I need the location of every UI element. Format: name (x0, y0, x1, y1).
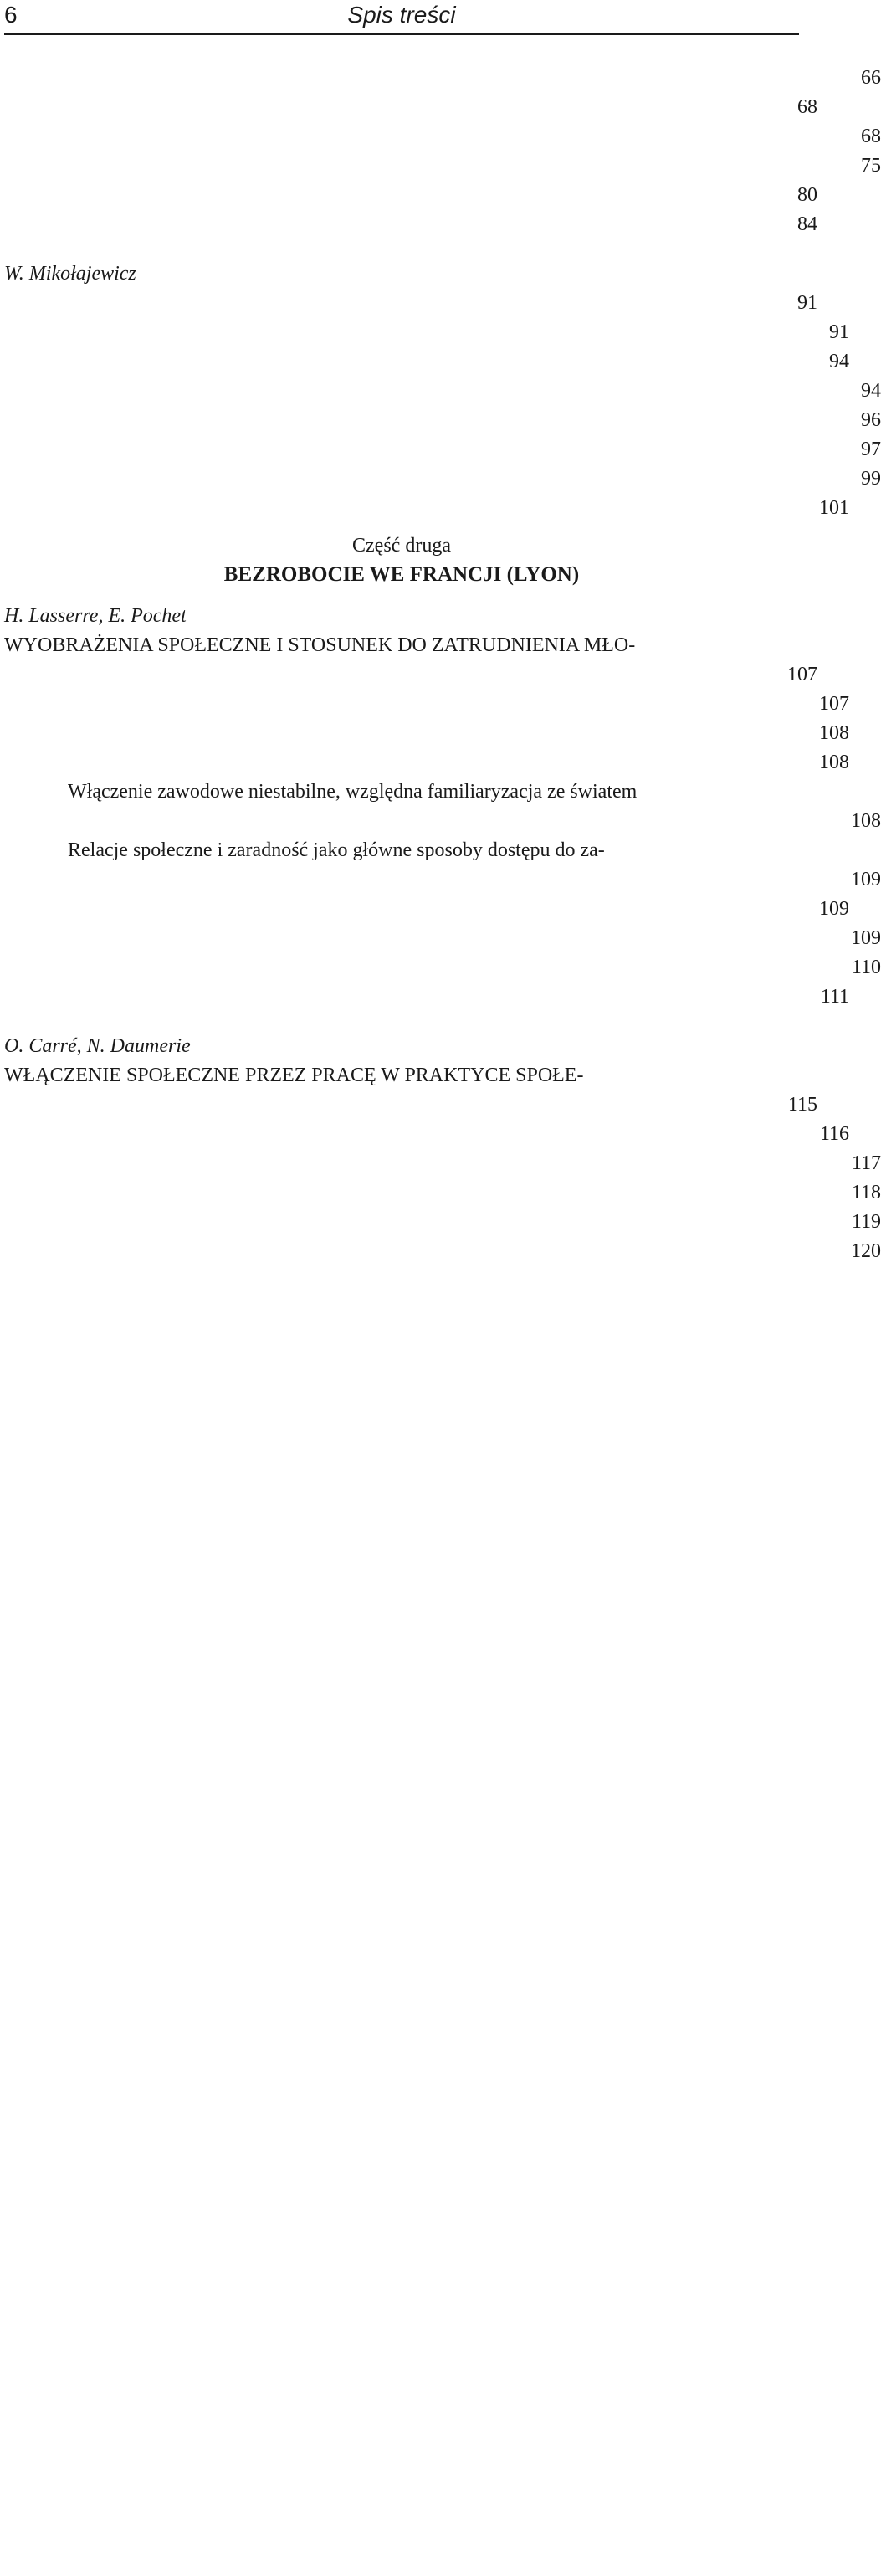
toc-entry-page: 120 (851, 1240, 881, 1262)
toc-entry (4, 93, 817, 122)
toc-entry-page: 94 (861, 380, 881, 402)
toc-entry (4, 377, 881, 406)
toc-entry-page: 75 (861, 155, 881, 177)
toc-entry-page: 110 (851, 957, 881, 978)
toc-entry-page: 108 (819, 722, 849, 744)
toc-entry-page: 97 (861, 439, 881, 460)
part-title: BEZROBOCIE WE FRANCJI (LYON) (223, 563, 580, 586)
toc-entry-page: 96 (861, 409, 881, 431)
toc-entry (4, 660, 817, 690)
toc-entry (4, 464, 881, 494)
section-title-line: WŁĄCZENIE SPOŁECZNE PRZEZ PRACĘ W PRAKTYCE SPOŁE- (4, 1065, 584, 1086)
toc-entry-page: 109 (851, 869, 881, 890)
toc-entry (4, 1149, 881, 1178)
toc-block-1 (4, 64, 881, 239)
toc-entry-page: 80 (797, 184, 817, 206)
toc-section-3 (4, 660, 849, 777)
toc-entry (4, 953, 881, 983)
toc-entry-page: 94 (829, 351, 849, 372)
toc-entry-page: 111 (820, 986, 849, 1008)
toc-entry (4, 1120, 849, 1149)
toc-entry-page: 91 (797, 292, 817, 314)
toc-entry-page: 116 (819, 1123, 849, 1145)
toc-entry (4, 690, 849, 719)
toc-entry-page: 117 (851, 1152, 881, 1174)
toc-entry (4, 289, 817, 318)
toc-entry (4, 865, 881, 895)
toc-entry (4, 406, 881, 435)
toc-entry (4, 807, 881, 836)
toc-entry-page: 108 (851, 810, 881, 832)
toc-entry (4, 719, 849, 748)
toc-section-4 (4, 1090, 881, 1266)
toc-entry (4, 924, 881, 953)
toc-entry (4, 748, 849, 777)
toc-entry-page: 84 (797, 213, 817, 235)
section-title-line: WYOBRAŻENIA SPOŁECZNE I STOSUNEK DO ZATRUDNIENIA MŁO- (4, 634, 636, 656)
toc-entry-page: 107 (787, 664, 817, 685)
toc-entry-page: 109 (819, 898, 849, 920)
table-of-contents (4, 64, 881, 1266)
toc-entry (4, 983, 849, 1012)
toc-entry-page: 109 (851, 927, 881, 949)
running-head: Spis treści (347, 2, 456, 28)
toc-entry (4, 1178, 881, 1208)
toc-entry (4, 210, 817, 239)
page-number: 6 (4, 2, 18, 28)
toc-entry-page: 119 (851, 1211, 881, 1233)
toc-entry-page: 118 (851, 1182, 881, 1203)
page-header (4, 0, 799, 35)
section-author: W. Mikołajewicz (4, 263, 136, 285)
toc-entry (4, 64, 881, 93)
toc-section-2 (4, 289, 881, 523)
toc-entry-page: 108 (819, 752, 849, 773)
toc-entry (4, 122, 881, 151)
entry-continued-line: Relacje społeczne i zaradność jako główne sposoby dostępu do za- (68, 839, 605, 861)
section-author: O. Carré, N. Daumerie (4, 1035, 191, 1057)
toc-entry (4, 181, 817, 210)
toc-entry-page: 107 (819, 693, 849, 715)
toc-entry (4, 435, 881, 464)
toc-entry-page: 66 (861, 67, 881, 89)
part-subtitle: Część druga (352, 535, 451, 557)
section-author: H. Lasserre, E. Pochet (4, 605, 187, 627)
toc-entry-page: 68 (797, 96, 817, 118)
toc-entry-page: 115 (787, 1094, 817, 1116)
toc-entry-page: 91 (829, 321, 849, 343)
toc-entry (4, 1208, 881, 1237)
toc-entry-page: 101 (819, 497, 849, 519)
toc-entry (4, 494, 849, 523)
toc-entry (4, 318, 849, 347)
toc-entry (4, 347, 849, 377)
toc-entry (4, 895, 849, 924)
toc-entry (4, 151, 881, 181)
toc-entry (4, 1090, 817, 1120)
toc-entry-page: 99 (861, 468, 881, 490)
entry-continued-line: Włączenie zawodowe niestabilne, względna familiaryzacja ze światem (68, 781, 638, 803)
toc-entry-page: 68 (861, 126, 881, 147)
toc-entry (4, 1237, 881, 1266)
